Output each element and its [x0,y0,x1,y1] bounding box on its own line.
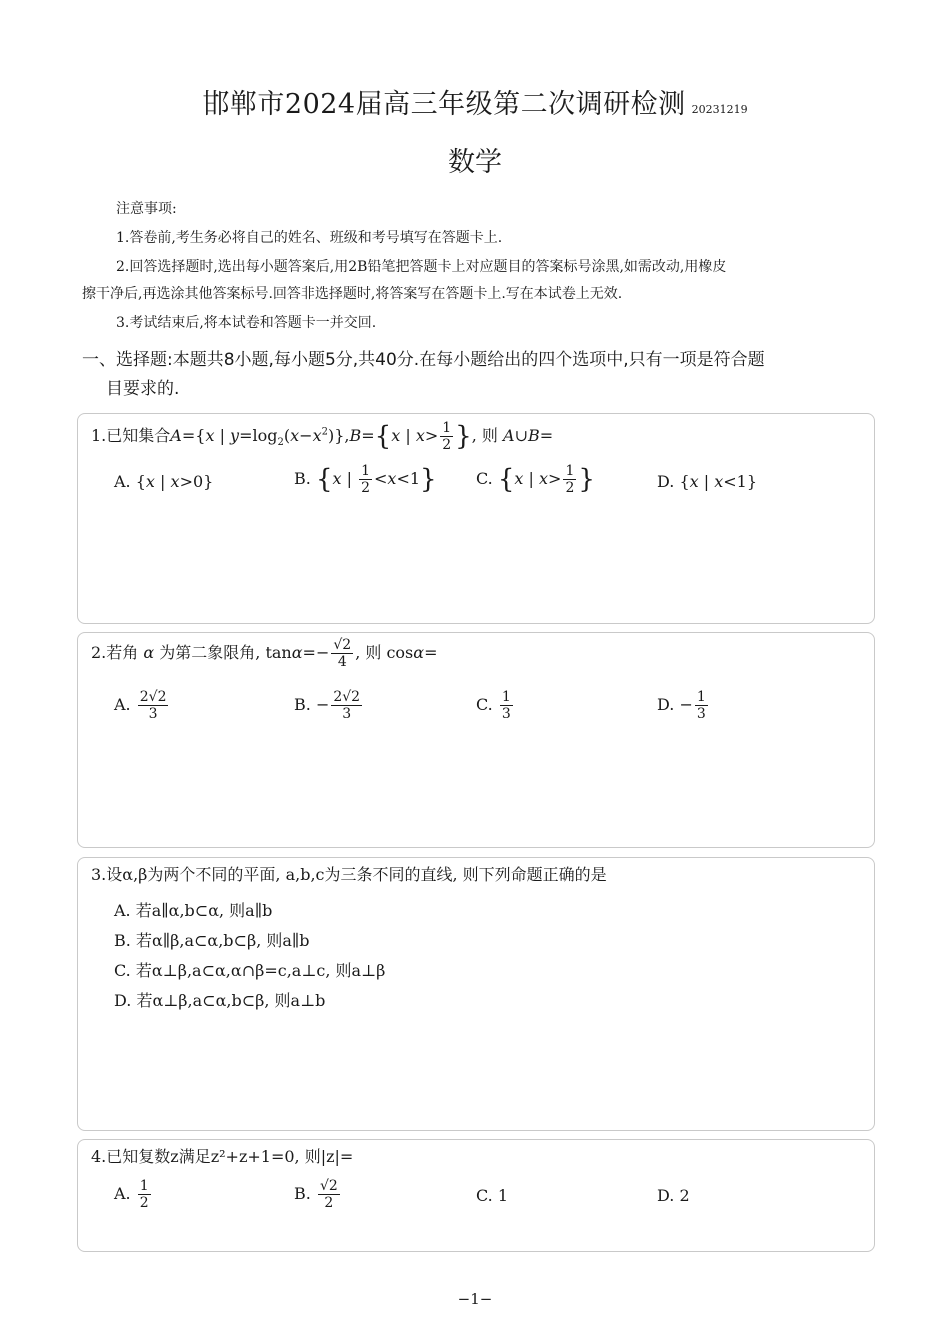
option-text: 若α∥β,a⊂α,b⊂β, 则a∥b [135,931,310,950]
option-var: x [332,469,342,488]
numerator: 2√2 [333,689,361,705]
fraction [695,689,708,722]
denominator: 3 [501,706,511,722]
denominator: 2 [442,437,452,453]
option-text: 2 [679,1186,690,1205]
option-label: B. [294,695,311,714]
option-text: 若α⊥β,a⊂α,α∩β=c,a⊥c, 则a⊥β [135,961,386,980]
fraction [500,689,513,722]
q2-var: α [291,643,303,662]
q1-var: x [312,426,322,445]
option-text: 若α⊥β,a⊂α,b⊂β, 则a⊥b [136,991,326,1010]
exam-title-text: 邯郸市2024届高三年级第二次调研检测 [202,89,686,120]
question-3-option-d[interactable] [114,988,325,1011]
q1-subscript: 2 [277,437,284,449]
question-1-option-a[interactable] [114,472,213,491]
question-4-option-d[interactable] [657,1186,690,1205]
notice-heading: 注意事项: [116,201,177,217]
option-label: B. [294,469,311,488]
option-text: | [528,469,534,488]
option-var: x [145,472,155,491]
numerator: 1 [501,689,511,705]
q1-text: =log [239,426,278,445]
q1-text: > [424,426,439,445]
question-2-option-a[interactable] [114,689,170,722]
option-var: x [387,469,397,488]
fraction [318,1178,340,1211]
q1-text: , 则 [471,426,498,445]
option-text: 若a∥α,b⊂α, 则a∥b [135,901,273,920]
q2-text: , 则 cos [355,643,414,662]
numerator: √2 [333,637,352,653]
section-heading [82,346,882,404]
option-text: { [679,472,690,491]
numerator: 1 [139,1178,149,1194]
brace-open: { [374,421,392,452]
option-label: D. [657,1186,675,1205]
question-1-option-d[interactable] [657,472,757,491]
question-1-stem [91,420,553,453]
denominator: 3 [342,706,352,722]
q2-text: 为第二象限角, tan [159,643,292,662]
denominator: 2 [324,1195,334,1211]
question-box-3 [77,857,875,1131]
question-2-option-d[interactable] [657,689,710,722]
option-text: > [548,469,562,488]
q1-var: A [503,426,515,445]
option-label: C. [476,469,493,488]
denominator: 2 [565,480,575,496]
denominator: 2 [139,1195,149,1211]
option-label: D. [114,991,132,1010]
option-text: − [315,695,330,714]
option-text: < [374,469,388,488]
option-text: >0} [179,472,214,491]
option-text: | [703,472,710,491]
question-3-option-c[interactable] [114,958,385,981]
option-text: − [679,695,693,714]
q1-text: )}, [327,426,350,445]
q1-text: = [539,426,554,445]
q1-var: B [527,426,540,445]
fraction [138,1178,151,1211]
section-heading-line2: 目要求的. [106,379,180,399]
q2-text: 2.若角 [91,643,139,662]
option-label: C. [114,961,131,980]
notice-item-1: 1.答卷前,考生务必将自己的姓名、班级和考号填写在答题卡上. [116,230,503,246]
numerator: 1 [442,420,452,436]
option-label: D. [657,472,675,491]
q1-text: ={ [181,426,206,445]
option-text: { [135,472,146,491]
option-var: x [539,469,549,488]
numerator: 1 [361,463,371,479]
denominator: 3 [696,706,706,722]
exam-code: 20231219 [691,103,748,116]
option-label: B. [114,931,131,950]
option-text: | [346,469,352,488]
q1-text: − [299,426,313,445]
numerator: √2 [319,1178,338,1194]
section-heading-line1: 一、选择题:本题共8小题,每小题5分,共40分.在每小题给出的四个选项中,只有一项是符合题 [82,350,765,370]
q1-var: y [230,426,240,445]
q1-text: ∪ [514,426,528,445]
question-2-option-b[interactable] [294,689,364,722]
q1-var: x [391,426,401,445]
q2-var: α [413,643,425,662]
brace-close: } [420,464,437,495]
brace-open: { [315,464,333,495]
q1-superscript: 2 [321,426,328,438]
question-box-2 [77,632,875,848]
option-var: x [689,472,699,491]
denominator: 3 [148,706,158,722]
q1-bar: | [219,426,225,445]
question-box-4 [77,1139,875,1252]
denominator: 2 [361,480,371,496]
question-1-option-c[interactable] [476,463,595,496]
q1-text: 1.已知集合 [91,426,171,445]
q1-text: = [361,426,375,445]
question-2-stem [91,637,437,670]
option-label: B. [294,1184,311,1203]
q2-text: = [424,643,438,662]
question-3-option-a[interactable] [114,898,272,921]
q1-var: x [415,426,425,445]
fraction [138,689,169,722]
option-text: <1 [396,469,421,488]
denominator: 4 [337,654,347,670]
subject-heading: 数学 [448,147,502,178]
notice-item-3: 3.考试结束后,将本试卷和答题卡一并交回. [116,315,377,331]
notice-item-2-line1: 2.回答选择题时,选出每小题答案后,用2B铅笔把答题卡上对应题目的答案标号涂黑,如需改动,用橡皮 [116,259,727,275]
option-label: A. [114,472,131,491]
option-text: 1 [497,1186,509,1205]
q2-text: =− [302,643,330,662]
option-text: | [160,472,166,491]
question-1-option-b[interactable] [294,463,437,496]
question-2-option-c[interactable] [476,689,515,722]
exam-title [0,82,950,121]
option-var: x [714,472,724,491]
q2-var: α [143,643,155,662]
option-label: A. [114,1184,131,1203]
fraction [563,463,576,496]
question-4-option-c[interactable] [476,1186,508,1205]
question-4-option-a[interactable] [114,1178,153,1211]
fraction [359,463,372,496]
q1-var: x [290,426,300,445]
option-label: A. [114,901,131,920]
question-4-option-b[interactable] [294,1178,342,1211]
numerator: 1 [696,689,706,705]
option-text: <1} [723,472,758,491]
option-label: A. [114,695,131,714]
numerator: 1 [565,463,575,479]
question-3-stem: 3.设α,β为两个不同的平面, a,b,c为三条不同的直线, 则下列命题正确的是 [91,865,607,884]
option-var: x [514,469,524,488]
q1-var: A [170,426,182,445]
notice-item-2-line2: 擦干净后,再选涂其他答案标号.回答非选择题时,将答案写在答题卡上.写在本试卷上无效. [82,286,623,302]
option-label: C. [476,1186,493,1205]
option-var: x [170,472,180,491]
q1-var: x [205,426,215,445]
page-number: −1− [457,1290,493,1308]
question-box-1 [77,413,875,624]
brace-close: } [455,421,472,452]
question-3-option-b[interactable] [114,928,310,951]
brace-close: } [578,464,595,495]
q1-bar: | [405,426,411,445]
q1-var: B [349,426,362,445]
fraction [331,637,353,670]
option-label: C. [476,695,493,714]
option-label: D. [657,695,675,714]
numerator: 2√2 [139,689,167,705]
fraction [440,420,453,453]
brace-open: { [497,464,515,495]
question-4-stem: 4.已知复数z满足z²+z+1=0, 则|z|= [91,1147,354,1166]
fraction [331,689,362,722]
q1-text: ( [283,426,291,445]
